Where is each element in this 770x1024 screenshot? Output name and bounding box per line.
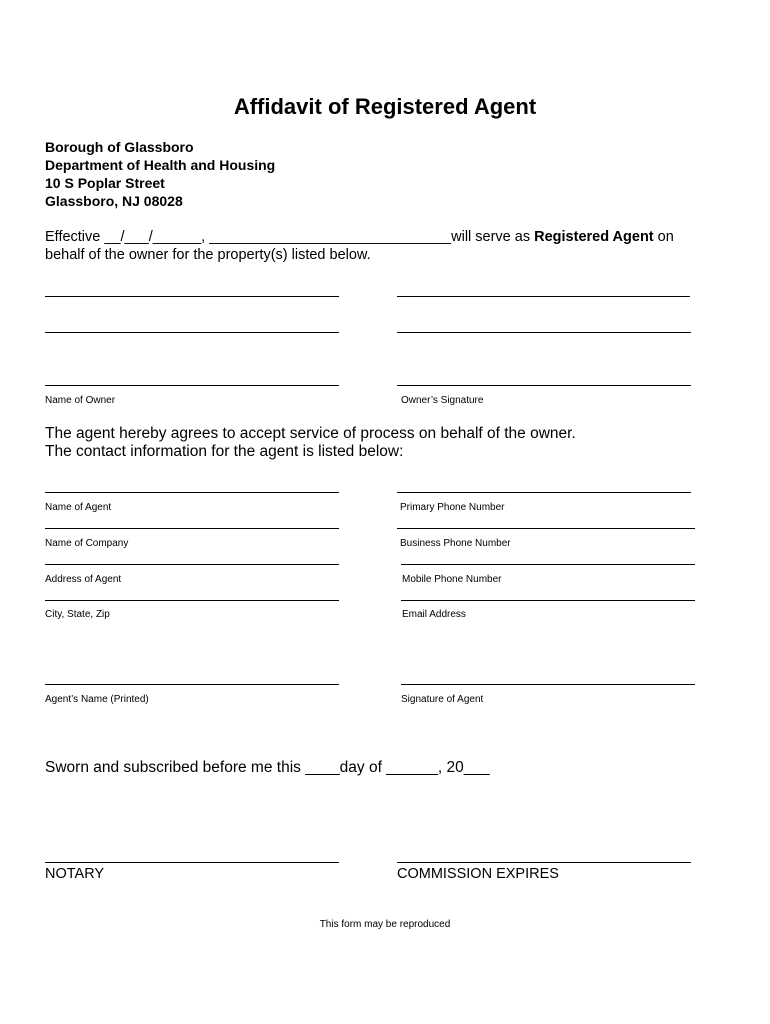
address-line-2: Department of Health and Housing — [45, 157, 276, 173]
agent-intro-line-2: The contact information for the agent is listed below: — [45, 443, 404, 460]
owner-line-left-2[interactable] — [45, 332, 339, 333]
agent-intro — [45, 425, 576, 461]
agent-printed-name-line[interactable] — [45, 684, 339, 685]
footer-note: This form may be reproduced — [319, 919, 451, 930]
agent-printed-name-label: Agent’s Name (Printed) — [45, 694, 149, 705]
email-line[interactable] — [401, 600, 695, 601]
company-label: Name of Company — [45, 538, 129, 549]
owner-signature-line[interactable] — [397, 385, 691, 386]
agent-intro-line-1: The agent hereby agrees to accept service of process on behalf of the owner. — [45, 425, 576, 442]
commission-expires-line[interactable] — [397, 862, 691, 863]
address-line-3: 10 S Poplar Street — [45, 175, 165, 191]
agent-signature-line[interactable] — [401, 684, 695, 685]
document-title: Affidavit of Registered Agent — [233, 94, 537, 119]
notary-label: NOTARY — [45, 866, 105, 882]
company-line[interactable] — [45, 528, 339, 529]
agent-name-line[interactable] — [45, 492, 339, 493]
business-phone-label: Business Phone Number — [400, 538, 511, 549]
address-line-1: Borough of Glassboro — [45, 139, 194, 155]
effective-statement — [45, 228, 674, 264]
owner-name-label: Name of Owner — [45, 395, 116, 406]
address-line-4: Glassboro, NJ 08028 — [45, 193, 183, 209]
agent-address-label: Address of Agent — [45, 574, 122, 585]
city-line[interactable] — [45, 600, 339, 601]
owner-line-right-2[interactable] — [397, 332, 691, 333]
registered-agent-emphasis: Registered Agent — [534, 229, 654, 245]
issuer-address — [45, 138, 275, 210]
owner-signature-label: Owner’s Signature — [401, 395, 484, 406]
owner-line-right-1[interactable] — [397, 296, 690, 297]
commission-expires-label: COMMISSION EXPIRES — [397, 866, 559, 882]
mobile-phone-line[interactable] — [401, 564, 695, 565]
agent-name-label: Name of Agent — [45, 502, 112, 513]
notary-line[interactable] — [45, 862, 339, 863]
primary-phone-line[interactable] — [397, 492, 691, 493]
effective-prefix: Effective __/___/______, ______________________________will serve as — [45, 229, 535, 245]
business-phone-line[interactable] — [397, 528, 695, 529]
owner-line-left-1[interactable] — [45, 296, 339, 297]
city-label: City, State, Zip — [45, 609, 110, 620]
owner-name-line[interactable] — [45, 385, 339, 386]
agent-signature-label: Signature of Agent — [401, 694, 484, 705]
mobile-phone-label: Mobile Phone Number — [402, 574, 502, 585]
effective-suffix: on — [653, 229, 674, 245]
primary-phone-label: Primary Phone Number — [400, 502, 505, 513]
agent-address-line[interactable] — [45, 564, 339, 565]
sworn-statement: Sworn and subscribed before me this ____day of ______, 20___ — [45, 759, 490, 776]
email-label: Email Address — [402, 609, 466, 620]
effective-line-2: behalf of the owner for the property(s) listed below. — [45, 247, 371, 263]
